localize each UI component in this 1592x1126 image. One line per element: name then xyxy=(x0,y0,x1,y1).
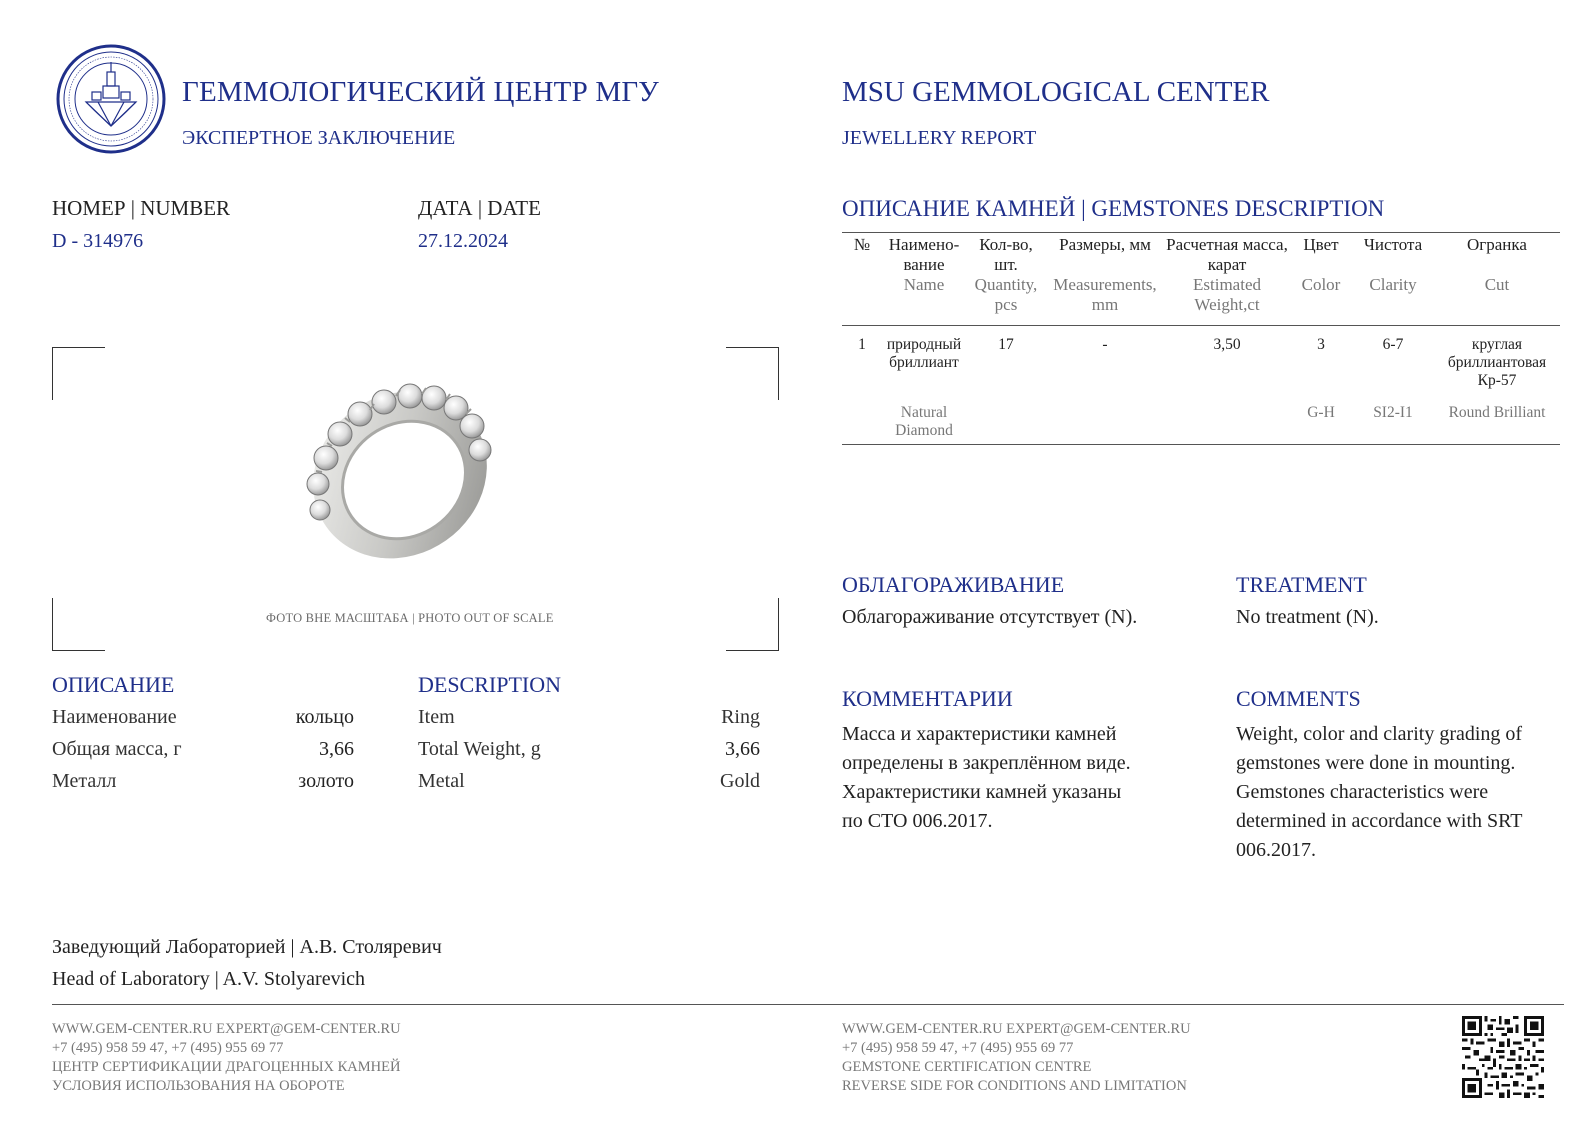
footer-left-line: +7 (495) 958 59 47, +7 (495) 955 69 77 xyxy=(52,1040,284,1056)
col-color-en: Color xyxy=(1290,275,1352,326)
col-cut-en: Cut xyxy=(1434,275,1560,326)
comment-line-en: Weight, color and clarity grading of xyxy=(1236,723,1523,745)
desc-value-en: Ring xyxy=(721,706,760,728)
desc-value-ru: 3,66 xyxy=(319,738,354,760)
gem-color-ru: 3 xyxy=(1317,336,1325,353)
gem-no: 1 xyxy=(858,336,866,353)
report-type-ru: ЭКСПЕРТНОЕ ЗАКЛЮЧЕНИЕ xyxy=(182,127,456,149)
footer-right-line: WWW.GEM-CENTER.RU EXPERT@GEM-CENTER.RU xyxy=(842,1021,1191,1037)
gem-cut-ru: круглая бриллиантовая Кр-57 xyxy=(1447,336,1547,389)
desc-value-ru: золото xyxy=(298,770,354,792)
col-measurements-en: Measurements, mm xyxy=(1046,275,1164,326)
gemstones-heading: ОПИСАНИЕ КАМНЕЙ | GEMSTONES DESCRIPTION xyxy=(842,196,1385,221)
col-name-ru: Наимено-вание xyxy=(888,235,960,274)
gem-weight: 3,50 xyxy=(1213,336,1241,353)
desc-value-en: Gold xyxy=(720,770,760,792)
number-value: D - 314976 xyxy=(52,230,144,252)
photo-frame-corner-bl xyxy=(52,598,105,651)
photo-frame-corner-tr xyxy=(726,347,779,400)
comments-heading-en: COMMENTS xyxy=(1236,686,1361,711)
gemstones-table xyxy=(842,232,1560,445)
description-heading-en: DESCRIPTION xyxy=(418,672,562,697)
date-value: 27.12.2024 xyxy=(418,230,508,252)
footer-left-line: ЦЕНТР СЕРТИФИКАЦИИ ДРАГОЦЕННЫХ КАМНЕЙ xyxy=(52,1059,401,1075)
treatment-heading-ru: ОБЛАГОРАЖИВАНИЕ xyxy=(842,572,1065,597)
comment-line-en: 006.2017. xyxy=(1236,839,1316,861)
treatment-text-en: No treatment (N). xyxy=(1236,606,1379,628)
desc-value-ru: кольцо xyxy=(295,706,354,728)
comment-line-en: determined in accordance with SRT xyxy=(1236,810,1523,832)
col-quantity-ru: Кол-во, шт. xyxy=(979,235,1033,274)
col-no-en xyxy=(842,275,882,326)
gem-measurements: - xyxy=(1102,336,1108,353)
qr-code-icon[interactable] xyxy=(1462,1016,1544,1098)
col-name-en: Name xyxy=(882,275,966,326)
footer-left-line: WWW.GEM-CENTER.RU EXPERT@GEM-CENTER.RU xyxy=(52,1021,401,1037)
treatment-text-ru: Облагораживание отсутствует (N). xyxy=(842,606,1138,628)
gem-clarity-ru: 6-7 xyxy=(1382,336,1404,353)
col-quantity-en: Quantity, pcs xyxy=(966,275,1046,326)
photo-frame-corner-br xyxy=(726,598,779,651)
gem-cut-en: Round Brilliant xyxy=(1448,404,1546,421)
col-weight-en: Estimated Weight,ct xyxy=(1164,275,1290,326)
footer-right-line: REVERSE SIDE FOR CONDITIONS AND LIMITATION xyxy=(842,1078,1187,1094)
desc-label-ru: Металл xyxy=(52,770,117,792)
comments-text-en xyxy=(1236,720,1576,865)
col-clarity-ru: Чистота xyxy=(1363,235,1423,254)
footer-left-line: УСЛОВИЯ ИСПОЛЬЗОВАНИЯ НА ОБОРОТЕ xyxy=(52,1078,345,1094)
col-cut-ru: Огранка xyxy=(1467,235,1527,254)
gem-quantity: 17 xyxy=(998,336,1014,353)
comment-line-ru: Масса и характеристики камней xyxy=(842,723,1117,745)
signature-en: Head of Laboratory | A.V. Stolyarevich xyxy=(52,968,365,990)
photo-caption: ФОТО ВНЕ МАСШТАБА | PHOTO OUT OF SCALE xyxy=(266,611,554,625)
gem-name-ru: природный бриллиант xyxy=(886,336,962,371)
msu-seal-logo xyxy=(56,44,166,154)
desc-value-en: 3,66 xyxy=(725,738,760,760)
comments-heading-ru: КОММЕНТАРИИ xyxy=(842,686,1013,711)
report-type-en: JEWELLERY REPORT xyxy=(842,127,1037,149)
comment-line-en: Gemstones characteristics were xyxy=(1236,781,1489,803)
gem-name-en: Natural Diamond xyxy=(895,404,953,439)
comment-line-ru: по СТО 006.2017. xyxy=(842,810,993,832)
center-title-en: MSU GEMMOLOGICAL CENTER xyxy=(842,76,1270,108)
treatment-heading-en: TREATMENT xyxy=(1236,572,1367,597)
footer-divider xyxy=(52,1004,1564,1005)
description-heading-ru: ОПИСАНИЕ xyxy=(52,672,175,697)
footer-right-line: +7 (495) 958 59 47, +7 (495) 955 69 77 xyxy=(842,1040,1074,1056)
desc-label-en: Item xyxy=(418,706,455,728)
center-title-ru: ГЕММОЛОГИЧЕСКИЙ ЦЕНТР МГУ xyxy=(182,76,660,108)
footer-right xyxy=(842,1020,1191,1096)
col-clarity-en: Clarity xyxy=(1352,275,1434,326)
comment-line-en: gemstones were done in mounting. xyxy=(1236,752,1516,774)
desc-label-ru: Наименование xyxy=(52,706,177,728)
col-no-ru: № xyxy=(853,235,871,254)
number-label: НОМЕР | NUMBER xyxy=(52,196,231,220)
col-weight-ru: Расчетная масса, карат xyxy=(1166,235,1288,274)
desc-label-en: Total Weight, g xyxy=(418,738,541,760)
col-color-ru: Цвет xyxy=(1303,235,1339,254)
desc-label-en: Metal xyxy=(418,770,465,792)
photo-frame-corner-tl xyxy=(52,347,105,400)
footer-left xyxy=(52,1020,401,1096)
gem-clarity-en: SI2-I1 xyxy=(1373,404,1413,421)
comments-text-ru xyxy=(842,720,1182,836)
date-label: ДАТА | DATE xyxy=(418,196,541,220)
footer-right-line: GEMSTONE CERTIFICATION CENTRE xyxy=(842,1059,1092,1075)
signature-ru: Заведующий Лабораторией | А.В. Столяревич xyxy=(52,936,442,958)
desc-label-ru: Общая масса, г xyxy=(52,738,182,760)
comment-line-ru: Характеристики камней указаны xyxy=(842,781,1122,803)
gold-eternity-ring-image xyxy=(300,380,500,565)
col-measurements-ru: Размеры, мм xyxy=(1059,235,1151,254)
gem-color-en: G-H xyxy=(1307,404,1335,421)
comment-line-ru: определены в закреплённом виде. xyxy=(842,752,1131,774)
